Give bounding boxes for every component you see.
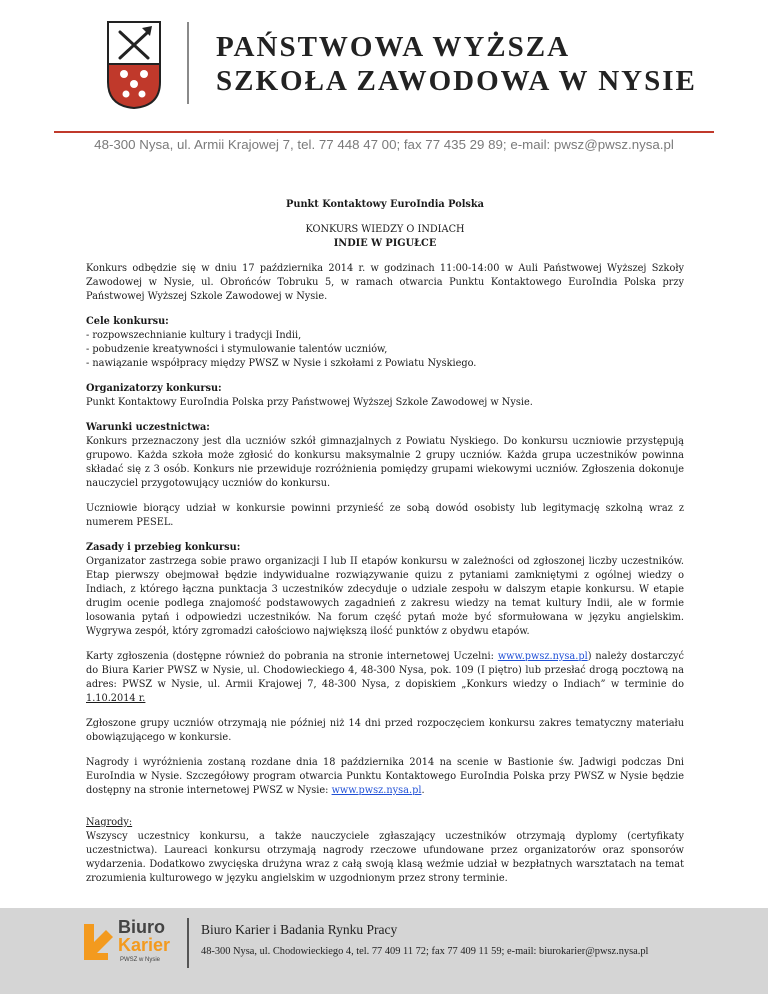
header-rule (54, 131, 714, 133)
logo-biuro: Biuro (118, 917, 165, 937)
rules-heading: Zasady i przebieg konkursu: (86, 542, 241, 553)
university-crest-icon (106, 20, 162, 110)
prizes-text: Wszyscy uczestnicy konkursu, a także nauczyciele zgłaszający uczestników otrzymają dyplomy (certyfikaty uczestnictwa). Laureaci konkursu otrzymają nagrody rzeczowe ufundowane przez organizatorów oraz sponsorów wydarzenia. Dodatkowo zwycięska drużyna wraz z całą swoją klasą weźmie udział w bezpłatnych warsztatach na temat zrozumienia kulturowego w języku angielskim w uzgodnionym przez strony terminie. (86, 831, 684, 884)
goal-item: - rozpowszechnianie kultury i tradycji Indii, (86, 330, 302, 341)
contest-name: KONKURS WIEDZY O INDIACH (305, 224, 465, 235)
id-requirement-text: Uczniowie biorący udział w konkursie powinni przynieść ze sobą dowód osobisty lub legitymację szkolną wraz z numerem PESEL. (86, 503, 684, 528)
header-contact: 48-300 Nysa, ul. Armii Krajowej 7, tel. 77 448 47 00; fax 77 435 29 89; e-mail: pwsz@pwsz.nysa.pl (94, 137, 674, 152)
footer-divider (187, 918, 189, 968)
footer-title: Biuro Karier i Badania Rynku Pracy (201, 922, 398, 937)
conditions-text: Konkurs przeznaczony jest dla uczniów szkół gimnazjalnych z Powiatu Nyskiego. Do konkursu uczniowie przystępują grupowo. Każda szkoła może zgłosić do konkursu maksymalnie 2 grupy uczniów. Każda grupa uczestników powinna składać się z 3 osób. Konkurs nie przewiduje rozróżnienia pomiędzy grupami wiekowymi uczniów. Zgłoszenia dokonuje nauczyciel przygotowujący uczniów do konkursu. (86, 436, 684, 489)
forms-paragraph (86, 650, 684, 706)
footer (0, 908, 768, 994)
organizers-text: Punkt Kontaktowy EuroIndia Polska przy Państwowej Wyższej Szkole Zawodowej w Nysie. (86, 397, 533, 408)
career-arrow-icon (80, 920, 116, 960)
forms-deadline: 1.10.2014 r. (86, 693, 146, 704)
scope-text: Zgłoszone grupy uczniów otrzymają nie później niż 14 dni przed rozpoczęciem konkursu zakres tematyczny materiału obowiązującego w konkursie. (86, 718, 684, 743)
institution-line-1: PAŃSTWOWA WYŻSZA (216, 31, 571, 63)
biuro-karier-logo (80, 914, 170, 966)
logo-sub: PWSZ w Nysie (120, 957, 161, 963)
goal-item: - pobudzenie kreatywności i stymulowanie talentów uczniów, (86, 344, 388, 355)
forms-text-2: ) należy dostarczyć do Biura Karier PWSZ w Nysie, ul. Chodowieckiego 4, 48-300 Nysa, pok. 109 (I piętro) lub przesłać drogą pocztową na adres: PWSZ w Nysie, ul. Armii Krajowej 7, 48-300 Nysa, z dopiskiem „Konkurs wiedzy o Indiach” w terminie do (86, 651, 684, 690)
rules-text: Organizator zastrzega sobie prawo organizacji I lub II etapów konkursu w zależności od zgłoszonej liczby uczestników. Etap pierwszy obejmował będzie indywidualne rozwiązywanie quizu z pytaniami zamkniętymi z ogólnej wiedzy o Indiach, z którego łączna punktacja 3 uczestników zdecyduje o udziale zespołu w dalszym etapie konkursu. W etapie drugim ocenie podlega znajomość podstawowych zagadnień z zakresu wiedzy na temat kultury Indii, ale w formie losowania pytań i odpowiedzi uczestników. Na forum część pytań może być sformułowana w języku angielskim. Wygrywa zespół, który zgromadzi całościowo największą ilość punktów z obydwu etapów. (86, 556, 684, 637)
contest-subtitle: INDIE W PIGUŁCE (333, 238, 437, 249)
institution-line-2: SZKOŁA ZAWODOWA W NYSIE (216, 65, 697, 97)
institution-name (216, 30, 697, 98)
conditions-heading: Warunki uczestnictwa: (86, 422, 210, 433)
program-website-link[interactable]: www.pwsz.nysa.pl (331, 785, 422, 796)
university-website-link[interactable]: www.pwsz.nysa.pl (497, 651, 588, 662)
document-body (86, 198, 684, 886)
footer-contact: 48-300 Nysa, ul. Chodowieckiego 4, tel. 77 409 11 72; fax 77 409 11 59; e-mail: biurokarier@pwsz.nysa.pl (201, 946, 649, 957)
org-title: Punkt Kontaktowy EuroIndia Polska (286, 199, 484, 210)
logo-karier: Karier (118, 935, 171, 955)
organizers-heading: Organizatorzy konkursu: (86, 383, 222, 394)
awards-paragraph (86, 756, 684, 798)
intro-paragraph: Konkurs odbędzie się w dniu 17 października 2014 r. w godzinach 11:00-14:00 w Auli Państwowej Wyższej Szkoły Zawodowej w Nysie, ul. Obrońców Tobruku 5, w ramach otwarcia Punktu Kontaktowego EuroIndia Polska przy Państwowej Wyższej Szkole Zawodowej w Nysie. (86, 263, 684, 302)
forms-text-1: Karty zgłoszenia (dostępne również do pobrania na stronie internetowej Uczelni: (86, 651, 498, 662)
awards-end: . (421, 785, 425, 796)
header-divider (187, 22, 189, 104)
awards-text: Nagrody i wyróżnienia zostaną rozdane dnia 18 października 2014 na scenie w Bastionie św. Jadwigi podczas Dni EuroIndia w Nysie. Szczegółowy program otwarcia Punktu Kontaktowego EuroIndia Polska przy PWSZ w Nysie będzie dostępny na stronie internetowej PWSZ w Nysie: (86, 757, 684, 796)
goal-item: - nawiązanie współpracy między PWSZ w Nysie i szkołami z Powiatu Nyskiego. (86, 358, 477, 369)
goals-heading: Cele konkursu: (86, 316, 169, 327)
prizes-heading: Nagrody: (86, 817, 133, 828)
